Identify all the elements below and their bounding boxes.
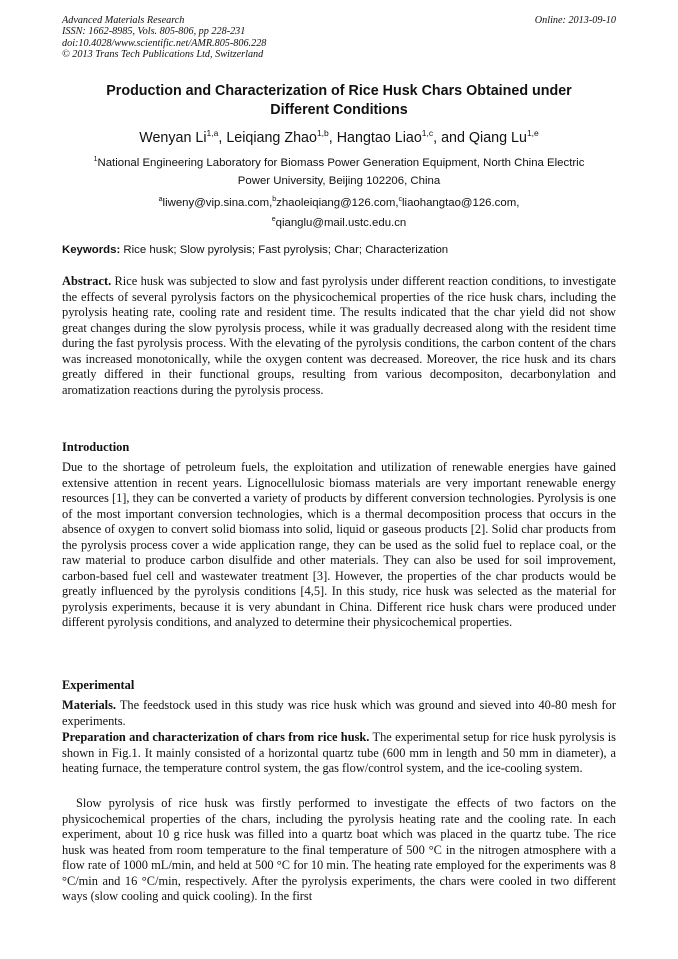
affiliation-line-1: National Engineering Laboratory for Biomass Power Generation Equipment, North China Electric	[97, 157, 585, 169]
email-sup: b	[272, 196, 277, 203]
abstract	[62, 274, 616, 398]
author-name: Leiqiang Zhao	[226, 130, 317, 146]
title-line-1: Production and Characterization of Rice Husk Chars Obtained under	[106, 83, 572, 99]
author-separator: ,	[328, 130, 337, 146]
author-list	[62, 129, 616, 148]
author-name: Hangtao Liao	[336, 130, 422, 146]
keywords	[62, 243, 616, 258]
author-separator: ,	[218, 130, 227, 146]
materials-label: Materials.	[62, 698, 117, 712]
introduction-text: Due to the shortage of petroleum fuels, the exploitation and utilization of renewable energies have gained extensive attention in recent years. Lignocellulosic biomass materials are very important renewable energy resources [1], they can be converted a variety of products by different conversion technologies. Pyrolysis is one of the most important conversion technologies, which is a thermal decomposition process that occurs in the absence of oxygen to convert solid biomass into solid, liquid or gaseous products [2]. Solid char products from the pyrolysis process cover a wide application range, they can be used as the solid fuel to replace coal, or the raw material to produce carbon disulfide and other materials. They can also be used for soil improvement, carbon-based fuel cell and wastewater treatment [3]. However, the properties of the char products would be greatly influenced by the pyrolysis conditions [4,5]. In this study, rice husk was selected as the material for pyrolysis experiments, because it is very abundant in China. Different rice husk chars were produced under different pyrolysis conditions, and analyzed to determine their physicochemical properties.	[62, 460, 616, 629]
author-sup: 1,a	[206, 128, 219, 138]
email-sup: a	[158, 196, 163, 203]
journal-header	[62, 15, 616, 60]
author-separator: , and	[433, 130, 469, 146]
journal-name: Advanced Materials Research	[62, 15, 185, 26]
paper-title	[62, 82, 616, 120]
author-sup: 1,c	[421, 128, 434, 138]
affiliation-line-2: Power University, Beijing 102206, China	[237, 175, 441, 187]
slow-pyrolysis-paragraph: Slow pyrolysis of rice husk was firstly performed to investigate the effects of two factors on the physicochemical properties of the chars, including the pyrolysis heating rate and the cooling rate. In each experiment, about 10 g rice husk was filled into a quartz boat which was placed in the quartz tube. The rice husk was heated from room temperature to the final temperature of 500 °C in the nitrogen atmosphere with a flow rate of 1000 mL/min, and held at 500 °C for 10 min. The heating rate employed for the experiments was 8 °C/min and 16 °C/min, respectively. After the pyrolysis experiments, the chars were cooled in two different ways (slow cooling and quick cooling). In the first	[62, 796, 616, 903]
keywords-label: Keywords:	[62, 244, 121, 256]
affiliation	[62, 154, 616, 190]
affiliation-sup: 1	[93, 156, 98, 163]
abstract-label: Abstract.	[62, 274, 112, 288]
issn-line: ISSN: 1662-8985, Vols. 805-806, pp 228-231	[62, 26, 246, 38]
email-b: zhaoleiqiang@126.com,	[276, 197, 399, 209]
preparation-text: The experimental setup for rice husk pyrolysis is shown in Fig.1. It mainly consisted of a horizontal quartz tube (600 mm in length and 50 mm in diameter), a heating furnace, the temperature control system, the gas flow/control system, and the ice-cooling system.	[62, 730, 616, 775]
preparation-paragraph	[62, 730, 616, 777]
materials-paragraph	[62, 698, 616, 729]
author-sup: 1,e	[526, 128, 539, 138]
email-list	[62, 193, 616, 233]
preparation-label: Preparation and characterization of chars from rice husk.	[62, 730, 370, 744]
email-sup: e	[271, 216, 276, 223]
copyright-line: © 2013 Trans Tech Publications Ltd, Switzerland	[62, 48, 264, 60]
author-sup: 1,b	[316, 128, 329, 138]
introduction-heading: Introduction	[62, 440, 130, 454]
title-line-2: Different Conditions	[270, 102, 408, 118]
email-c: liaohangtao@126.com,	[402, 197, 520, 209]
abstract-text: Rice husk was subjected to slow and fast pyrolysis under different reaction conditions, to investigate the effects of several pyrolysis factors on the physicochemical properties of the rice husk chars, including the pyrolysis heating rate, cooling rate and resident time. The results indicated that the char yield did not show great changes during the slow pyrolysis process, while it was gradually decreased along with the resident time during the fast pyrolysis process. With the elevating of the pyrolysis conditions, the carbon content of the chars was increased monotonically, while the oxygen content was decreased. Moreover, the rice husk and its chars greatly differed in their functional groups, resulting from various decompositon, decarbonylation and aromatization reactions during the pyrolysis process.	[62, 274, 616, 397]
author-name: Qiang Lu	[468, 130, 527, 146]
email-a: liweny@vip.sina.com,	[162, 197, 273, 209]
email-e: qianglu@mail.ustc.edu.cn	[275, 217, 407, 229]
doi-line: doi:10.4028/www.scientific.net/AMR.805-806.228	[62, 37, 267, 49]
materials-text: The feedstock used in this study was rice husk which was ground and sieved into 40-80 mesh for experiments.	[62, 698, 617, 728]
keywords-text: Rice husk; Slow pyrolysis; Fast pyrolysis; Char; Characterization	[123, 244, 449, 256]
author-name: Wenyan Li	[139, 130, 207, 146]
email-sup: c	[398, 196, 403, 203]
online-date: Online: 2013-09-10	[534, 15, 616, 26]
experimental-heading: Experimental	[62, 678, 135, 692]
